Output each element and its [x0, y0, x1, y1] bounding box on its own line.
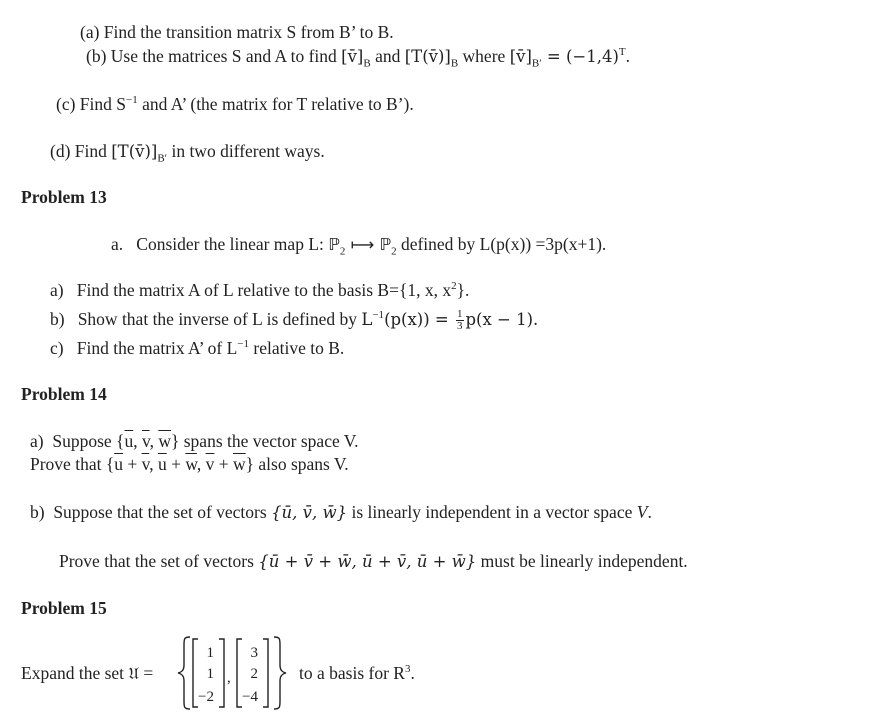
p13-a-line	[50, 279, 469, 301]
p13-b-line	[50, 308, 538, 332]
p13-a-text: Find the matrix A of L relative to the basis B={1, x, x	[76, 280, 452, 300]
p14-b-post: is linearly independent in a vector space	[347, 502, 637, 522]
p13-b-end: p(x − 1).	[465, 310, 539, 329]
p14-a2-pre: Prove that {	[30, 454, 115, 474]
p14-a2-v1: $\overline{v}$	[141, 454, 150, 474]
p13-b-mid: (p(x)) =	[384, 310, 454, 329]
v1-right-bracket-icon	[219, 639, 224, 707]
p14-a2-w3: $\overline{w}$	[232, 454, 246, 474]
part-d-prefix: (d) Find	[50, 141, 112, 161]
p13-b-text: Show that the inverse of L is defined by	[77, 309, 362, 329]
p14-a2-w2: $\overline{w}$	[185, 454, 197, 474]
v2-entry-3: −4	[242, 689, 258, 705]
p14-b-end: .	[647, 502, 652, 522]
p14-a-w: $\overline{w}$	[158, 431, 171, 451]
p13-a-end: }.	[456, 280, 470, 300]
p14-a2-u2: $\overline{u}$	[157, 454, 167, 474]
p14-a-sep2: ,	[149, 431, 159, 451]
part-b-and: and	[370, 46, 405, 66]
left-brace-icon	[178, 637, 190, 709]
problem-15-heading: Problem 15	[21, 598, 107, 618]
p14-a-post: } spans the vector space V.	[170, 431, 359, 451]
p14-a2-c2: ,	[196, 454, 206, 474]
part-c-line	[56, 93, 414, 115]
problem-14-heading: Problem 14	[21, 384, 107, 404]
part-c-sup: −1	[126, 94, 138, 107]
p14-b-line	[30, 501, 652, 524]
part-b-transpose: T	[618, 46, 626, 59]
p14-a2-post: } also spans V.	[245, 454, 349, 474]
p13-p2-sub-2: 2	[391, 245, 397, 258]
part-c-prefix: (c) Find S	[56, 94, 126, 114]
p14-b2-set: {ū + v̄ + w̄, ū + v̄, ū + w̄}	[258, 552, 477, 571]
v2-entry-1: 3	[250, 645, 258, 661]
p14-a-u: $\overline{u}$	[124, 431, 134, 451]
part-b-v2: [v̄]	[509, 47, 532, 66]
p15-vector-set	[176, 635, 296, 711]
p14-a2-plus1: +	[122, 454, 142, 474]
p13-a-label: a)	[50, 280, 64, 300]
p14-a-v: $\overline{v}$	[141, 431, 150, 451]
p14-b-set: {ū, v̄, w̄}	[271, 503, 348, 522]
part-b-prefix: (b) Use the matrices S and A to find	[86, 46, 342, 66]
right-brace-icon	[274, 637, 286, 709]
part-b-eq: = (−1,4)	[541, 47, 619, 66]
p14-b2-pre: Prove that the set of vectors	[59, 551, 259, 571]
p14-a-label: a)	[30, 431, 44, 451]
p15-line-post	[299, 662, 415, 684]
v2-right-bracket-icon	[263, 639, 268, 707]
p13-b-frac-num: 1	[457, 308, 463, 321]
p14-b-label: b)	[30, 502, 45, 522]
v1-entry-1: 1	[206, 645, 214, 661]
p13-c-line	[50, 337, 344, 359]
p14-a2-plus2: +	[166, 454, 186, 474]
vector-comma: ,	[227, 670, 231, 686]
p14-b-pre: Suppose that the set of vectors	[53, 502, 272, 522]
p14-a2-c1: ,	[149, 454, 158, 474]
p13-p2-sub: 2	[339, 245, 346, 258]
p13-p2-symbol-2: ℙ	[379, 235, 392, 254]
p13-c-label: c)	[50, 338, 64, 358]
p14-b-V: V	[636, 502, 648, 522]
part-b-tv: [T(v̄)]	[404, 47, 451, 66]
p13-b-frac-den: 3	[457, 320, 463, 333]
problem-13-heading: Problem 13	[21, 187, 107, 207]
p15-eq: =	[139, 663, 154, 683]
p13-intro-label: a.	[111, 234, 124, 254]
part-c-rest: and A’ (the matrix for T relative to B’).	[137, 94, 414, 114]
p15-post-sup: 3	[404, 663, 411, 676]
p13-a-sup: 2	[451, 280, 457, 293]
p13-p2-symbol: ℙ	[328, 235, 340, 254]
p13-b-sup: −1	[372, 309, 385, 322]
p15-post: to a basis for R	[299, 663, 405, 683]
p14-a2-u1: $\overline{u}$	[114, 454, 123, 474]
part-b-where: where	[458, 46, 510, 66]
p14-a-pre: Suppose {	[52, 431, 125, 451]
p13-c-pre: Find the matrix A’ of L	[76, 338, 238, 358]
p14-a2-v3: $\overline{v}$	[205, 454, 215, 474]
p14-b2-post: must be linearly independent.	[476, 551, 688, 571]
part-b-sub: B	[363, 57, 371, 70]
part-d-sub: B′	[157, 152, 168, 165]
part-b-sub2: B	[450, 57, 459, 70]
part-a-text: (a) Find the transition matrix S from B’ to B.	[80, 22, 394, 42]
part-d-rest: in two different ways.	[167, 141, 325, 161]
p13-b-L: L	[361, 310, 373, 329]
part-b-line	[86, 45, 630, 68]
p13-intro-pre: Consider the linear map L:	[136, 234, 329, 254]
p15-pre: Expand the set	[21, 663, 129, 683]
p13-b-fraction	[456, 309, 464, 332]
part-b-sub-bprime: B′	[531, 57, 542, 70]
p13-c-sup: −1	[237, 338, 250, 351]
p15-U: 𝔘	[128, 664, 140, 683]
p13-maps-to-arrow: ⟼	[345, 235, 380, 254]
v1-entry-2: 1	[206, 666, 214, 682]
p14-a2-line	[30, 453, 349, 475]
part-a-line	[80, 21, 394, 43]
p13-intro-post: defined by L(p(x)) =3p(x+1).	[396, 234, 607, 254]
part-b-period: .	[625, 46, 631, 66]
p14-a-sep1: ,	[133, 431, 142, 451]
p14-b2-line	[59, 550, 688, 573]
p13-c-post: relative to B.	[249, 338, 345, 358]
v1-entry-3: −2	[198, 689, 214, 705]
p13-b-label: b)	[50, 309, 65, 329]
p13-intro-line	[111, 233, 606, 256]
part-d-tv: [T(v̄)]	[111, 142, 158, 161]
p14-a-line	[30, 430, 359, 452]
p14-a2-plus3: +	[214, 454, 233, 474]
p15-post-end: .	[410, 663, 415, 683]
part-b-v: [v̄]	[341, 47, 364, 66]
v2-entry-2: 2	[250, 666, 258, 682]
p15-line-pre	[21, 662, 153, 685]
part-d-line	[50, 140, 325, 163]
